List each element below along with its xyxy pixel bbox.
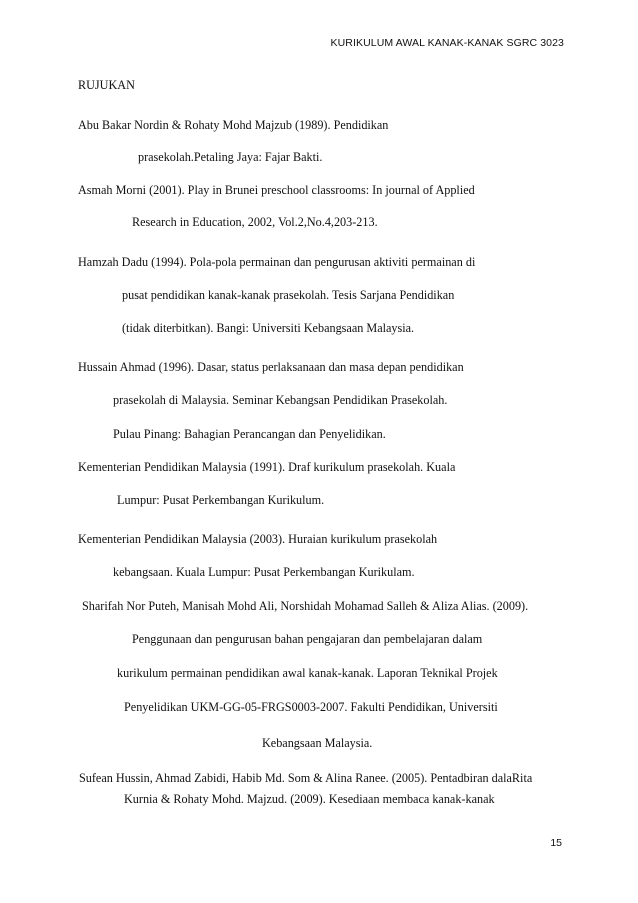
reference-line: prasekolah di Malaysia. Seminar Kebangsan Pendidikan Prasekolah.	[113, 393, 448, 407]
reference-line: Kementerian Pendidikan Malaysia (1991). Draf kurikulum prasekolah. Kuala	[78, 460, 456, 474]
reference-line: Kementerian Pendidikan Malaysia (2003). Huraian kurikulum prasekolah	[78, 532, 438, 546]
reference-line: Hussain Ahmad (1996). Dasar, status perlaksanaan dan masa depan pendidikan	[78, 360, 464, 374]
reference-line: prasekolah.Petaling Jaya: Fajar Bakti.	[138, 150, 323, 164]
reference-line: Asmah Morni (2001). Play in Brunei preschool classrooms: In journal of Applied	[78, 183, 475, 197]
reference-line: Penggunaan dan pengurusan bahan pengajaran dan pembelajaran dalam	[132, 632, 483, 646]
reference-line: Lumpur: Pusat Perkembangan Kurikulum.	[117, 493, 325, 507]
reference-line: Hamzah Dadu (1994). Pola-pola permainan dan pengurusan aktiviti permainan di	[78, 255, 476, 269]
reference-line: Research in Education, 2002, Vol.2,No.4,203-213.	[132, 215, 378, 229]
reference-line: Kebangsaan Malaysia.	[262, 736, 373, 750]
section-heading: RUJUKAN	[78, 78, 135, 92]
reference-line: Abu Bakar Nordin & Rohaty Mohd Majzub (1989). Pendidikan	[78, 118, 389, 132]
reference-line: (tidak diterbitkan). Bangi: Universiti Kebangsaan Malaysia.	[122, 321, 415, 335]
reference-line: Sharifah Nor Puteh, Manisah Mohd Ali, Norshidah Mohamad Salleh & Aliza Alias. (2009).	[82, 599, 529, 613]
reference-line: Pulau Pinang: Bahagian Perancangan dan Penyelidikan.	[113, 427, 386, 441]
reference-line: Penyelidikan UKM-GG-05-FRGS0003-2007. Fakulti Pendidikan, Universiti	[124, 700, 498, 714]
running-header: KURIKULUM AWAL KANAK-KANAK SGRC 3023	[330, 37, 564, 49]
reference-line: kurikulum permainan pendidikan awal kanak-kanak. Laporan Teknikal Projek	[117, 666, 498, 680]
reference-line: Kurnia & Rohaty Mohd. Majzud. (2009). Kesediaan membaca kanak-kanak	[124, 792, 495, 806]
reference-line: Sufean Hussin, Ahmad Zabidi, Habib Md. Som & Alina Ranee. (2005). Pentadbiran dalaRita	[79, 771, 533, 785]
page-number: 15	[550, 837, 562, 849]
reference-line: pusat pendidikan kanak-kanak prasekolah. Tesis Sarjana Pendidikan	[122, 288, 455, 302]
reference-line: kebangsaan. Kuala Lumpur: Pusat Perkembangan Kurikulam.	[113, 565, 415, 579]
